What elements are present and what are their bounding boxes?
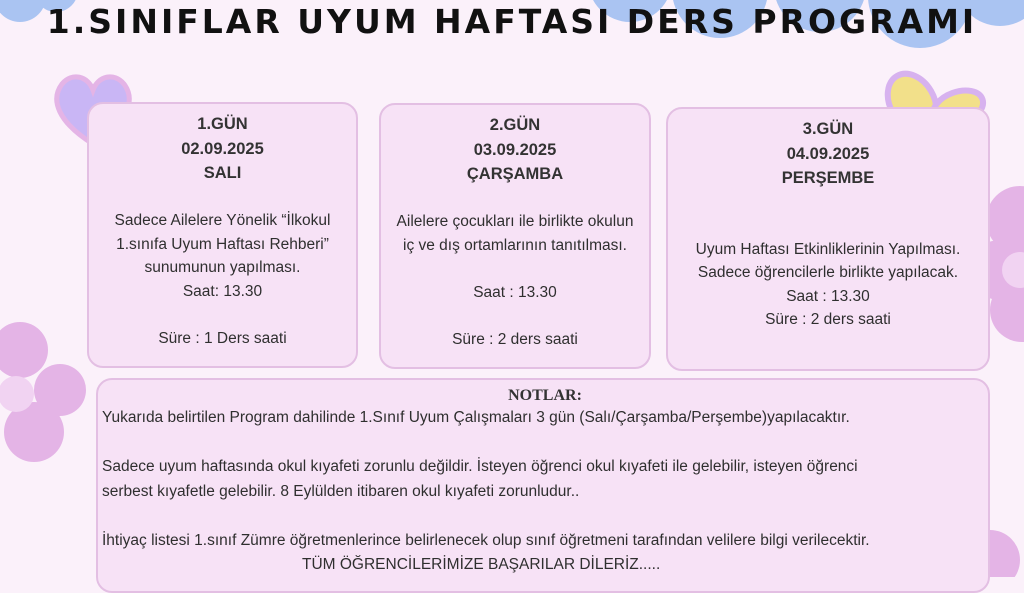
page-title: 1.SINIFLAR UYUM HAFTASI DERS PROGRAMI <box>46 2 978 41</box>
notes-line <box>102 431 988 456</box>
day-card-1 <box>87 102 358 368</box>
day-date: 02.09.2025 <box>181 139 264 158</box>
day-label: 3.GÜN <box>802 120 854 138</box>
day-text <box>381 257 649 281</box>
notes-line: Sadece uyum haftasında okul kıyafeti zorunlu değildir. İsteyen öğrenci okul kıyafeti ile gelebilir, isteyen öğrenci <box>102 458 858 475</box>
day-weekday: PERŞEMBE <box>781 169 875 187</box>
day-text: Saat : 13.30 <box>473 283 557 301</box>
day-text <box>668 214 988 238</box>
day-text: Sadece Ailelere Yönelik “İlkokul <box>114 212 331 229</box>
day-text: Süre : 2 ders saati <box>452 330 578 348</box>
notes-title: NOTLAR: <box>508 387 582 404</box>
day-text: Sadece öğrencilerle birlikte yapılacak. <box>697 264 959 281</box>
day-weekday: SALI <box>203 164 242 182</box>
day-text: Saat: 13.30 <box>182 282 263 300</box>
flower-icon-left <box>0 320 90 470</box>
notes-box <box>96 378 990 593</box>
day-label: 1.GÜN <box>197 115 248 133</box>
day-text <box>381 304 649 328</box>
day-text: 1.sınıfa Uyum Haftası Rehberi” <box>116 235 329 253</box>
day-text: sunumunun yapılması. <box>144 259 301 276</box>
notes-line: serbest kıyafetle gelebilir. 8 Eylülden itibaren okul kıyafeti zorunludur.. <box>102 482 580 500</box>
notes-line: Yukarıda belirtilen Program dahilinde 1.Sınıf Uyum Çalışmaları 3 gün (Salı/Çarşamba/Perşembe)yapılacaktır. <box>102 409 850 426</box>
notes-line <box>102 504 988 529</box>
day-text: Süre : 1 Ders saati <box>158 329 287 347</box>
day-card-3 <box>666 107 990 371</box>
day-weekday: ÇARŞAMBA <box>466 165 564 183</box>
day-text <box>89 186 356 210</box>
day-text: Süre : 2 ders saati <box>765 311 891 328</box>
day-date: 04.09.2025 <box>786 144 870 163</box>
day-card-2 <box>379 103 651 369</box>
notes-line: İhtiyaç listesi 1.sınıf Zümre öğretmenlerince belirlenecek olup sınıf öğretmeni tarafından velilere bilgi verilecektir. <box>102 531 870 549</box>
day-text <box>89 303 356 327</box>
day-text: Uyum Haftası Etkinliklerinin Yapılması. <box>695 240 961 258</box>
day-label: 2.GÜN <box>489 116 541 134</box>
day-date: 03.09.2025 <box>473 140 557 159</box>
day-text <box>668 191 988 215</box>
notes-closing: TÜM ÖĞRENCİLERİMİZE BAŞARILAR DİLERİZ..... <box>302 556 661 573</box>
day-text: Ailelere çocukları ile birlikte okulun <box>396 213 634 230</box>
day-text <box>381 187 649 211</box>
day-text: Saat : 13.30 <box>786 287 870 305</box>
day-text: iç ve dış ortamlarının tanıtılması. <box>403 236 627 254</box>
